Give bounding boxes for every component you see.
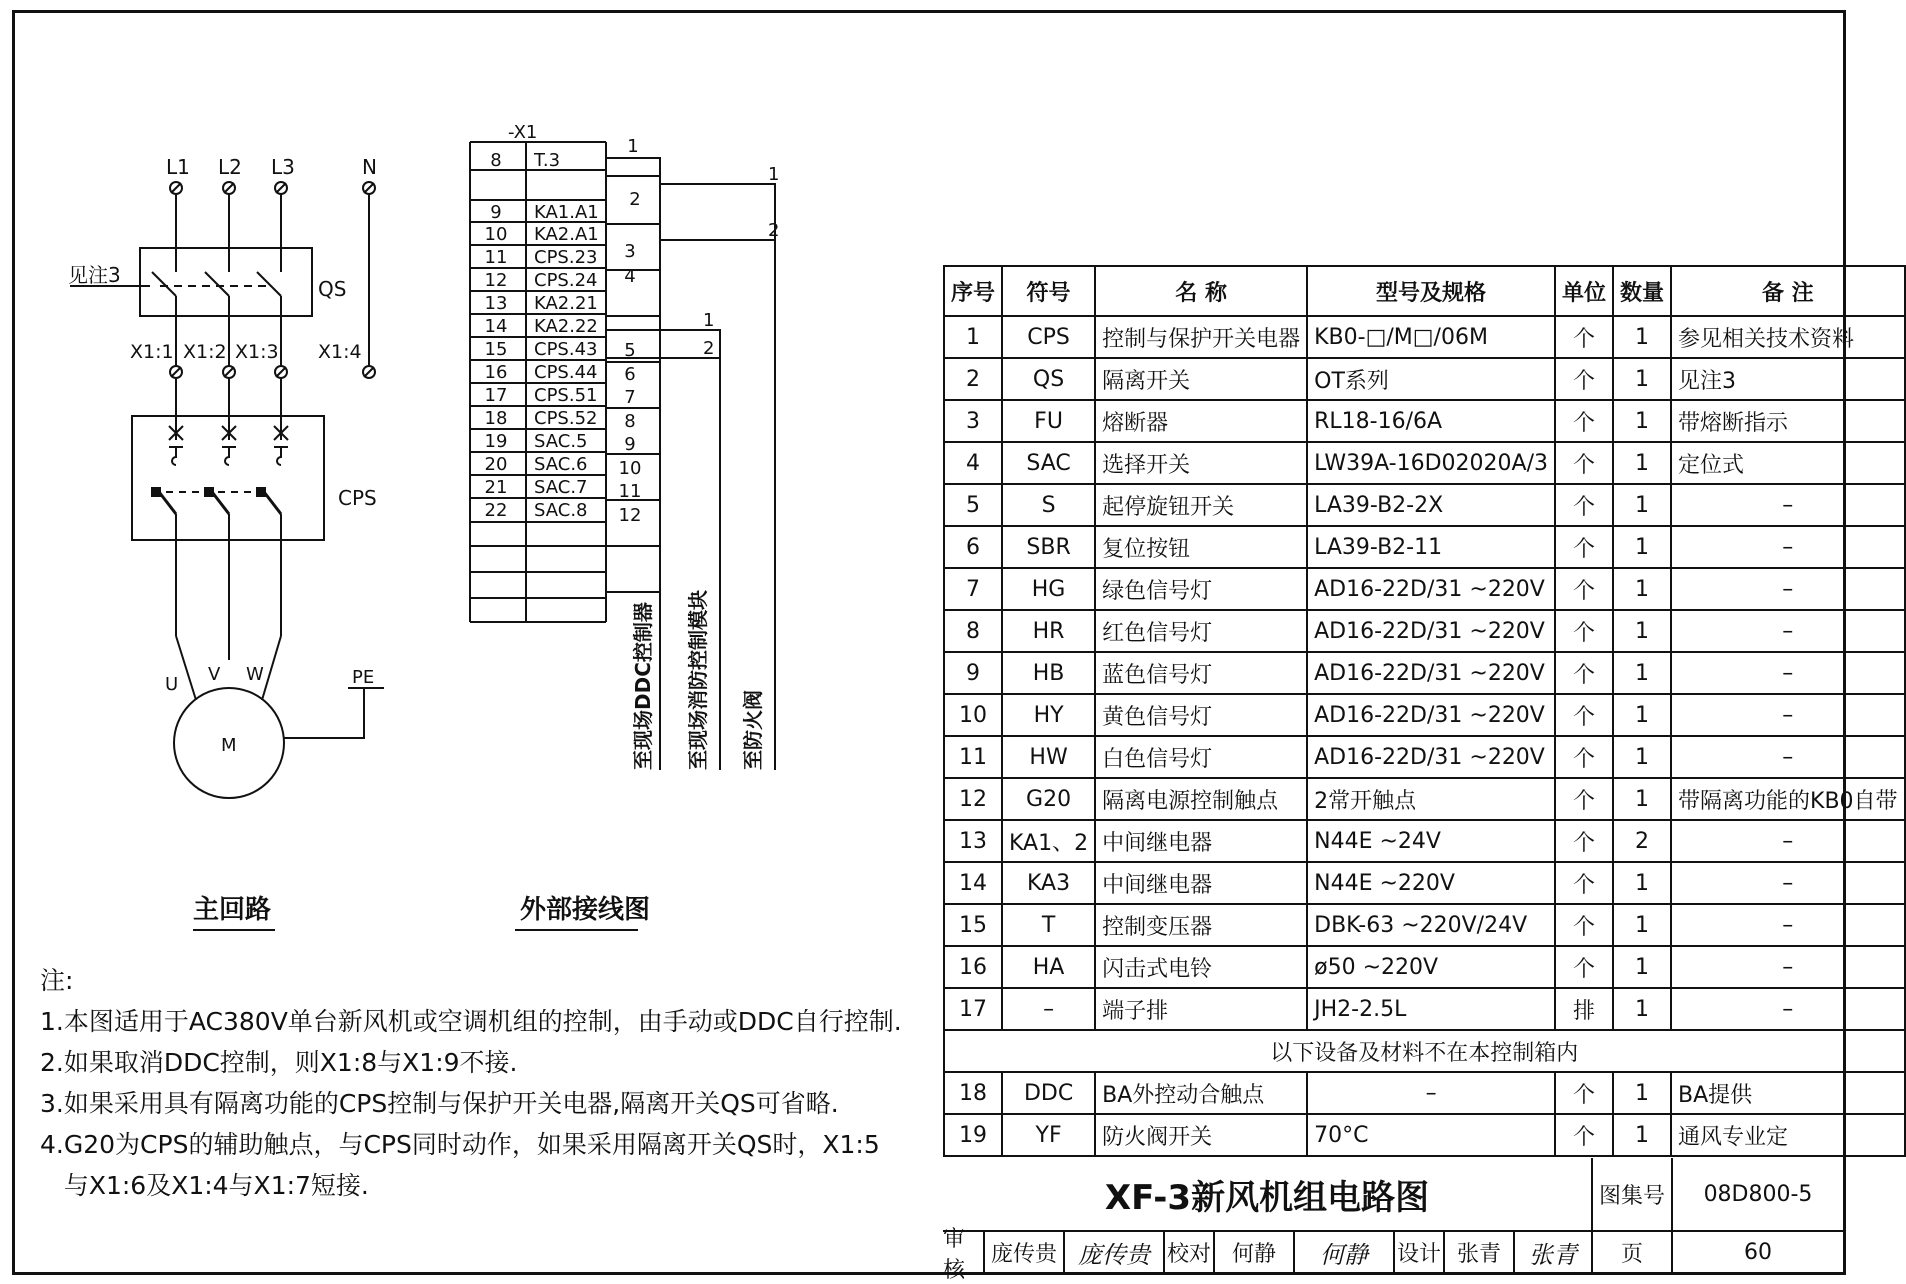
cell-remark: 参见相关技术资料 [1671, 316, 1905, 358]
page-label: 页 [1593, 1232, 1673, 1275]
wire-number: 12 [618, 505, 642, 526]
wire-number: 8 [624, 411, 636, 432]
note-3: 3.如果采用具有隔离功能的CPS控制与保护开关电器,隔离开关QS可省略. [40, 1089, 839, 1118]
review-label: 审核 [943, 1232, 985, 1275]
terminal-number: 21 [484, 477, 508, 498]
terminal-label-x1-2: X1:2 [183, 341, 227, 363]
terminal-label: KA2.A1 [534, 224, 599, 245]
terminal-number: 16 [484, 362, 508, 383]
cell-name: 中间继电器 [1095, 862, 1307, 904]
terminal-label: KA2.22 [534, 316, 598, 337]
cell-name: 绿色信号灯 [1095, 568, 1307, 610]
cell-unit: 排 [1555, 988, 1613, 1030]
table-row [944, 358, 1905, 400]
wire-number: 11 [618, 481, 642, 502]
terminal-label: SAC.8 [534, 500, 588, 521]
cell-qty: 1 [1613, 1114, 1671, 1156]
cell-remark: – [1671, 568, 1905, 610]
cell-index: 19 [944, 1114, 1002, 1156]
cell-model: DBK-63 ~220V/24V [1307, 904, 1555, 946]
note-4: 4.G20为CPS的辅助触点，与CPS同时动作，如果采用隔离开关QS时，X1:5 [40, 1130, 880, 1159]
winding-w: W [246, 664, 264, 685]
wire-number: 3 [624, 241, 636, 262]
qs-label: QS [318, 277, 347, 301]
cell-unit: 个 [1555, 694, 1613, 736]
table-row [944, 736, 1905, 778]
terminal-number: 14 [484, 316, 508, 337]
main-circuit-caption: 主回路 [193, 895, 272, 925]
terminal-label-x1-1: X1:1 [130, 341, 174, 363]
terminal-number: 22 [484, 500, 508, 521]
cell-symbol: QS [1002, 358, 1095, 400]
terminal-number: 13 [484, 293, 508, 314]
cell-qty: 1 [1613, 694, 1671, 736]
table-row [944, 946, 1905, 988]
phase-label-l1: L1 [166, 155, 190, 179]
cell-symbol: FU [1002, 400, 1095, 442]
terminal-number: 9 [490, 202, 502, 223]
main-circuit [68, 155, 384, 798]
terminal-label: CPS.43 [534, 339, 598, 360]
wire-number: 5 [624, 340, 636, 361]
cell-remark: BA提供 [1671, 1072, 1905, 1114]
cell-qty: 1 [1613, 736, 1671, 778]
cps-label: CPS [338, 486, 377, 510]
cell-qty: 1 [1613, 988, 1671, 1030]
cell-remark: – [1671, 820, 1905, 862]
cell-unit: 个 [1555, 904, 1613, 946]
table-row [944, 442, 1905, 484]
cell-remark: – [1671, 694, 1905, 736]
winding-u: U [165, 674, 179, 695]
cell-model: ø50 ~220V [1307, 946, 1555, 988]
terminal-label: KA2.21 [534, 293, 598, 314]
cell-unit: 个 [1555, 1072, 1613, 1114]
header-qty: 数量 [1613, 266, 1671, 316]
x1-terminals [170, 366, 375, 378]
cell-model: LA39-B2-11 [1307, 526, 1555, 568]
wire-number: 2 [629, 189, 641, 210]
notes [40, 960, 902, 1206]
top-terminals [170, 182, 375, 194]
terminal-label: SAC.6 [534, 454, 588, 475]
cell-unit: 个 [1555, 316, 1613, 358]
header-remark: 备 注 [1671, 266, 1905, 316]
winding-v: V [208, 664, 221, 685]
cell-model: OT系列 [1307, 358, 1555, 400]
cell-model: AD16-22D/31 ~220V [1307, 652, 1555, 694]
note-4-cont: 与X1:6及X1:4与X1:7短接. [40, 1171, 369, 1200]
drawing-title: XF-3新风机组电路图 [943, 1158, 1593, 1232]
cell-remark: 见注3 [1671, 358, 1905, 400]
cell-model: 2常开触点 [1307, 778, 1555, 820]
table-row [944, 526, 1905, 568]
cell-qty: 1 [1613, 862, 1671, 904]
cell-qty: 1 [1613, 652, 1671, 694]
cell-unit: 个 [1555, 820, 1613, 862]
cell-remark: 定位式 [1671, 442, 1905, 484]
cell-index: 7 [944, 568, 1002, 610]
cell-index: 8 [944, 610, 1002, 652]
cell-qty: 1 [1613, 568, 1671, 610]
terminal-label: CPS.23 [534, 247, 598, 268]
cell-name: 隔离开关 [1095, 358, 1307, 400]
cell-qty: 1 [1613, 1072, 1671, 1114]
cell-model: – [1307, 1072, 1555, 1114]
cell-symbol: T [1002, 904, 1095, 946]
cell-symbol: KA3 [1002, 862, 1095, 904]
reviewer-name: 庞传贵 [985, 1232, 1065, 1275]
cell-name: 黄色信号灯 [1095, 694, 1307, 736]
cell-symbol: HW [1002, 736, 1095, 778]
terminal-label: SAC.7 [534, 477, 588, 498]
cable-b-number-1: 1 [703, 310, 715, 331]
terminal-number: 10 [484, 224, 508, 245]
terminal-label: CPS.24 [534, 270, 598, 291]
cell-symbol: HB [1002, 652, 1095, 694]
terminal-number: 12 [484, 270, 508, 291]
cell-index: 3 [944, 400, 1002, 442]
terminal-label: T.3 [534, 150, 561, 171]
wire-number: 6 [624, 364, 636, 385]
cable-a-number-2: 2 [768, 220, 780, 241]
title-block [943, 1158, 1843, 1283]
strip-label: -X1 [508, 122, 538, 143]
cell-index: 13 [944, 820, 1002, 862]
cell-index: 4 [944, 442, 1002, 484]
cell-index: 1 [944, 316, 1002, 358]
header-unit: 单位 [1555, 266, 1613, 316]
cell-name: 红色信号灯 [1095, 610, 1307, 652]
external-wiring-caption: 外部接线图 [520, 895, 651, 925]
cell-remark: – [1671, 988, 1905, 1030]
cell-name: 隔离电源控制触点 [1095, 778, 1307, 820]
cps-contacts [152, 416, 288, 514]
cell-symbol: – [1002, 988, 1095, 1030]
cell-index: 11 [944, 736, 1002, 778]
cell-qty: 1 [1613, 778, 1671, 820]
destination-label: 至防火阀 [741, 690, 765, 770]
cell-name: 防火阀开关 [1095, 1114, 1307, 1156]
cable-to-fire-damper [660, 184, 775, 770]
cell-index: 10 [944, 694, 1002, 736]
cell-qty: 1 [1613, 946, 1671, 988]
cell-unit: 个 [1555, 946, 1613, 988]
terminal-number: 15 [484, 339, 508, 360]
qs-box [140, 248, 312, 316]
cell-remark: – [1671, 736, 1905, 778]
table-header-row [944, 266, 1905, 316]
cell-model: N44E ~24V [1307, 820, 1555, 862]
cell-remark: – [1671, 610, 1905, 652]
cell-unit: 个 [1555, 778, 1613, 820]
destination-label: 至现场DDC控制器 [631, 602, 655, 770]
cell-model: JH2-2.5L [1307, 988, 1555, 1030]
cell-index: 17 [944, 988, 1002, 1030]
cell-name: 蓝色信号灯 [1095, 652, 1307, 694]
terminal-label: CPS.52 [534, 408, 598, 429]
phase-label-l3: L3 [271, 155, 295, 179]
cell-unit: 个 [1555, 526, 1613, 568]
table-row [944, 1114, 1905, 1156]
cable-a-number-1: 1 [768, 164, 780, 185]
checker-name: 何静 [1215, 1232, 1295, 1275]
cell-index: 18 [944, 1072, 1002, 1114]
cell-name: 端子排 [1095, 988, 1307, 1030]
cell-name: 选择开关 [1095, 442, 1307, 484]
terminal-number: 18 [484, 408, 508, 429]
cell-name: 控制变压器 [1095, 904, 1307, 946]
cell-model: LW39A-16D02020A/3 [1307, 442, 1555, 484]
cell-name: 起停旋钮开关 [1095, 484, 1307, 526]
cell-unit: 个 [1555, 400, 1613, 442]
cell-model: KB0-□/M□/06M [1307, 316, 1555, 358]
cell-model: AD16-22D/31 ~220V [1307, 610, 1555, 652]
cell-remark: 带隔离功能的KB0自带 [1671, 778, 1905, 820]
cell-index: 16 [944, 946, 1002, 988]
cell-symbol: DDC [1002, 1072, 1095, 1114]
section-row [944, 1030, 1905, 1072]
wire-number: 10 [618, 458, 642, 479]
table-row [944, 400, 1905, 442]
cell-name: BA外控动合触点 [1095, 1072, 1307, 1114]
table-row [944, 820, 1905, 862]
terminal-number: 11 [484, 247, 508, 268]
cell-remark: – [1671, 862, 1905, 904]
notes-heading: 注: [40, 966, 74, 995]
cell-index: 12 [944, 778, 1002, 820]
cell-symbol: HY [1002, 694, 1095, 736]
cell-qty: 1 [1613, 610, 1671, 652]
pe-label: PE [352, 667, 375, 688]
cell-remark: – [1671, 484, 1905, 526]
terminal-number: 20 [484, 454, 508, 475]
cell-symbol: G20 [1002, 778, 1095, 820]
cell-unit: 个 [1555, 442, 1613, 484]
cell-index: 6 [944, 526, 1002, 568]
cell-index: 5 [944, 484, 1002, 526]
wire-number: 1 [627, 136, 639, 157]
page-number: 60 [1673, 1232, 1843, 1275]
terminal-label: CPS.44 [534, 362, 598, 383]
terminal-label-x1-3: X1:3 [235, 341, 279, 363]
table-row [944, 1072, 1905, 1114]
cell-unit: 个 [1555, 652, 1613, 694]
terminal-number: 19 [484, 431, 508, 452]
cell-model: AD16-22D/31 ~220V [1307, 736, 1555, 778]
cell-symbol: KA1、2 [1002, 820, 1095, 862]
cell-symbol: SBR [1002, 526, 1095, 568]
terminal-label-x1-4: X1:4 [318, 341, 362, 363]
terminal-number: 17 [484, 385, 508, 406]
destination-label: 至现场消防控制模块 [686, 590, 710, 770]
cell-symbol: HR [1002, 610, 1095, 652]
equipment-table [943, 265, 1906, 1157]
cell-unit: 个 [1555, 484, 1613, 526]
see-note-label: 见注3 [68, 263, 121, 287]
cell-symbol: YF [1002, 1114, 1095, 1156]
cell-remark: – [1671, 652, 1905, 694]
note-1: 1.本图适用于AC380V单台新风机或空调机组的控制，由手动或DDC自行控制. [40, 1007, 902, 1036]
cell-unit: 个 [1555, 568, 1613, 610]
table-row [944, 316, 1905, 358]
phase-label-l2: L2 [218, 155, 242, 179]
cell-remark: – [1671, 526, 1905, 568]
header-index: 序号 [944, 266, 1002, 316]
cell-symbol: HG [1002, 568, 1095, 610]
cell-index: 2 [944, 358, 1002, 400]
wire-number: 7 [624, 387, 636, 408]
cell-model: N44E ~220V [1307, 862, 1555, 904]
table-row [944, 694, 1905, 736]
cell-remark: – [1671, 904, 1905, 946]
wire-number: 9 [624, 434, 636, 455]
check-label: 校对 [1165, 1232, 1215, 1275]
table-row [944, 610, 1905, 652]
terminal-number: 8 [490, 150, 502, 171]
cell-name: 熔断器 [1095, 400, 1307, 442]
cell-model: RL18-16/6A [1307, 400, 1555, 442]
cell-unit: 个 [1555, 736, 1613, 778]
cell-name: 闪击式电铃 [1095, 946, 1307, 988]
note-2: 2.如果取消DDC控制，则X1:8与X1:9不接. [40, 1048, 518, 1077]
cell-qty: 1 [1613, 526, 1671, 568]
design-label: 设计 [1395, 1232, 1445, 1275]
atlas-label: 图集号 [1593, 1158, 1673, 1232]
cell-qty: 1 [1613, 484, 1671, 526]
section-label: 以下设备及材料不在本控制箱内 [944, 1030, 1905, 1072]
terminal-label: CPS.51 [534, 385, 598, 406]
cell-unit: 个 [1555, 610, 1613, 652]
cell-symbol: CPS [1002, 316, 1095, 358]
table-row [944, 568, 1905, 610]
cell-symbol: SAC [1002, 442, 1095, 484]
designer-signature: 张青 [1515, 1232, 1593, 1275]
atlas-number: 08D800-5 [1673, 1158, 1843, 1232]
cell-unit: 个 [1555, 862, 1613, 904]
cable-b-number-2: 2 [703, 338, 715, 359]
table-row [944, 652, 1905, 694]
wire-number: 4 [624, 266, 636, 287]
checker-signature: 何静 [1295, 1232, 1395, 1275]
cell-qty: 2 [1613, 820, 1671, 862]
cell-model: LA39-B2-2X [1307, 484, 1555, 526]
cell-qty: 1 [1613, 442, 1671, 484]
cell-index: 15 [944, 904, 1002, 946]
designer-name: 张青 [1445, 1232, 1515, 1275]
cell-remark: – [1671, 946, 1905, 988]
table-row [944, 778, 1905, 820]
cell-qty: 1 [1613, 358, 1671, 400]
cell-name: 控制与保护开关电器 [1095, 316, 1307, 358]
header-name: 名 称 [1095, 266, 1307, 316]
header-symbol: 符号 [1002, 266, 1095, 316]
cell-symbol: HA [1002, 946, 1095, 988]
cell-name: 白色信号灯 [1095, 736, 1307, 778]
table-row [944, 484, 1905, 526]
qs-switch [152, 262, 281, 316]
header-model: 型号及规格 [1307, 266, 1555, 316]
cell-remark: 带熔断指示 [1671, 400, 1905, 442]
table-row [944, 988, 1905, 1030]
cell-unit: 个 [1555, 358, 1613, 400]
cell-name: 复位按钮 [1095, 526, 1307, 568]
cell-model: AD16-22D/31 ~220V [1307, 568, 1555, 610]
cell-model: 70°C [1307, 1114, 1555, 1156]
cell-qty: 1 [1613, 904, 1671, 946]
reviewer-signature: 庞传贵 [1065, 1232, 1165, 1275]
cell-symbol: S [1002, 484, 1095, 526]
terminal-label: SAC.5 [534, 431, 588, 452]
cell-name: 中间继电器 [1095, 820, 1307, 862]
motor-label: M [221, 735, 237, 756]
terminal-label: KA1.A1 [534, 202, 599, 223]
cell-qty: 1 [1613, 316, 1671, 358]
cell-unit: 个 [1555, 1114, 1613, 1156]
cell-index: 9 [944, 652, 1002, 694]
table-row [944, 862, 1905, 904]
cell-qty: 1 [1613, 400, 1671, 442]
external-wiring [470, 122, 779, 770]
cell-remark: 通风专业定 [1671, 1114, 1905, 1156]
cell-index: 14 [944, 862, 1002, 904]
cell-model: AD16-22D/31 ~220V [1307, 694, 1555, 736]
table-row [944, 904, 1905, 946]
phase-label-n: N [362, 155, 377, 179]
